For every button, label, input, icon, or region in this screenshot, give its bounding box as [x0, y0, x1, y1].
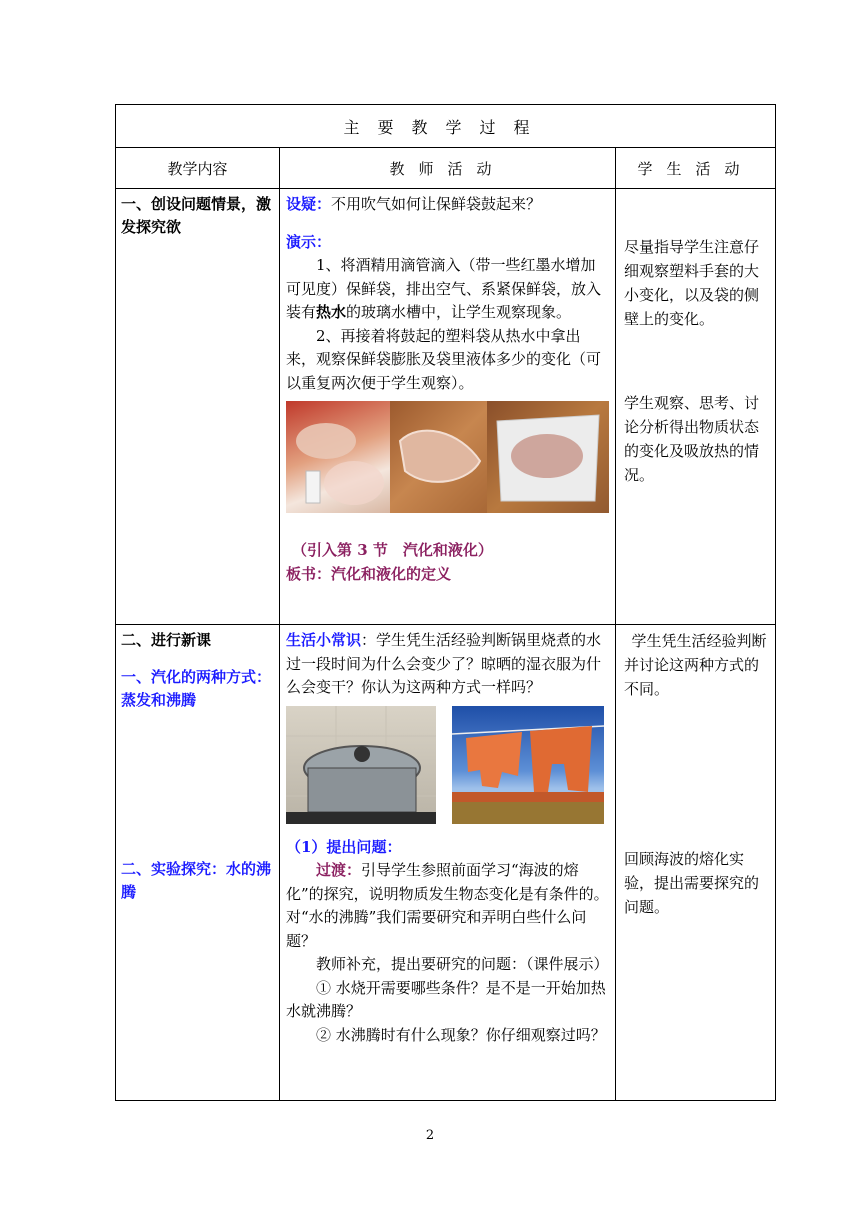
row2-subtopic-2: 二、实验探究：水的沸腾 — [121, 860, 272, 901]
header-teacher: 教师活动 — [280, 148, 616, 189]
question-2: ② 水沸腾时有什么现象？你仔细观察过吗？ — [316, 1025, 606, 1044]
demo-label: 演示： — [286, 232, 332, 251]
question-label: 设疑： — [286, 195, 332, 213]
row2-teacher-cell — [280, 625, 616, 1101]
row2-student-cell — [616, 625, 776, 1101]
transition-text: 引导学生参照前面学习“海波的熔化”的探究，说明物质发生物态变化是有条件的。对“水的沸腾”我们需要研究和弄明白些什么问题？ — [286, 861, 609, 950]
photo-water-trough — [487, 401, 609, 513]
demo-step-2: 2、再接着将鼓起的塑料袋从热水中拿出来，观察保鲜袋膨胀及袋里液体多少的变化（可以重复两次便于学生观察）。 — [286, 326, 602, 392]
tip-label: 生活小常识 — [286, 631, 362, 649]
tip-text: ：学生凭生活经验判断锅里烧煮的水过一段时间为什么会变少了？晾晒的湿衣服为什么会变干？你认为这两种方式一样吗？ — [286, 631, 602, 696]
everyday-photos — [286, 706, 609, 826]
question-text: 不用吹气如何让保鲜袋鼓起来？ — [331, 195, 542, 213]
question-heading: （1）提出问题： — [286, 837, 402, 856]
header-content: 教学内容 — [116, 148, 280, 189]
lesson-table — [115, 104, 776, 1101]
transition-label: 过渡： — [316, 861, 362, 879]
row1-content-title: 一、创设问题情景，激发探究欲 — [121, 195, 272, 236]
row2-subtopic-1: 一、汽化的两种方式：蒸发和沸腾 — [121, 668, 272, 709]
row1-student-guide: 尽量指导学生注意仔细观察塑料手套的大小变化，以及袋的侧壁上的变化。 — [624, 238, 760, 328]
row1-teacher-cell — [280, 189, 616, 625]
row1-student-cell — [616, 189, 776, 625]
teacher-supplement: 教师补充，提出要研究的问题：（课件展示） — [316, 955, 609, 973]
row2-content-cell — [116, 625, 280, 1101]
table-title: 主要教学过程 — [116, 105, 776, 148]
row2-content-title: 二、进行新课 — [121, 631, 212, 649]
photo-boiling-pot — [286, 706, 436, 824]
photo-drying-clothes — [452, 706, 604, 824]
demo-photos — [286, 401, 609, 513]
row1-student-observe: 学生观察、思考、讨论分析得出物质状态的变化及吸放热的情况。 — [624, 394, 760, 484]
intro-section: （引入第 3 节 汽化和液化） — [292, 541, 493, 559]
photo-tied-bag — [390, 401, 488, 513]
board-note: 板书：汽化和液化的定义 — [286, 564, 452, 583]
row1-content-cell — [116, 189, 280, 625]
row2-student-review: 回顾海波的熔化实验，提出需要探究的问题。 — [624, 850, 760, 916]
photo-dropper-bag — [286, 401, 390, 513]
question-1: ① 水烧开需要哪些条件？是不是一开始加热水就沸腾？ — [286, 978, 606, 1020]
row2-student-discuss: 学生凭生活经验判断并讨论这两种方式的不同。 — [624, 632, 767, 698]
header-student: 学生活动 — [616, 148, 776, 189]
demo-step-1: 1、将酒精用滴管滴入（带一些红墨水增加可见度）保鲜袋，排出空气、系紧保鲜袋，放入装有热水的玻璃水槽中，让学生观察现象。 — [286, 256, 602, 321]
page-number: 2 — [425, 1128, 435, 1143]
